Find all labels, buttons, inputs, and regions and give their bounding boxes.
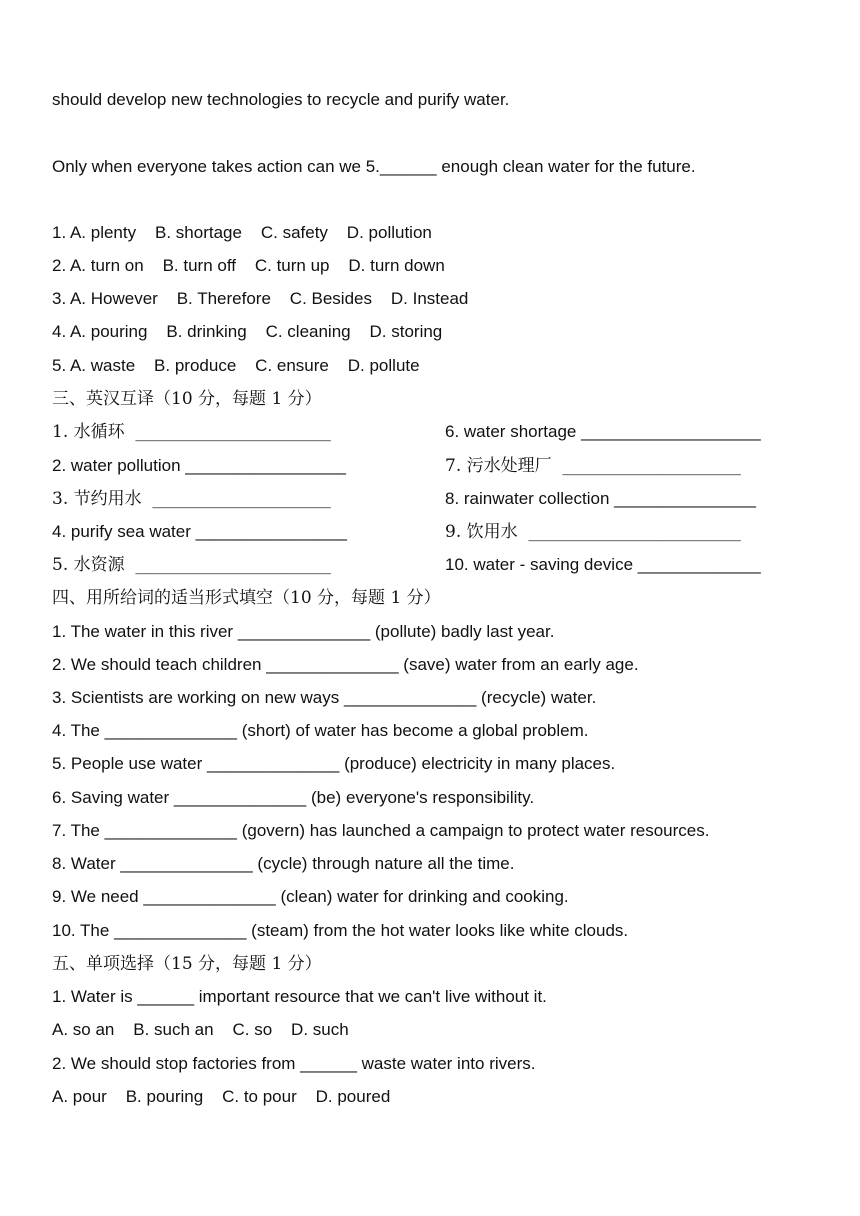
translation-item-7: 7. 污水处理厂 _____________________ bbox=[445, 456, 741, 476]
fill-item-5: 5. People use water ______________ (produce) electricity in many places. bbox=[52, 754, 616, 773]
intro-line: should develop new technologies to recycle and purify water. bbox=[52, 90, 510, 109]
section5-heading: 五、单项选择（15 分，每题 1 分） bbox=[52, 954, 322, 974]
cloze-option-3: 3. A. However B. Therefore C. Besides D. Instead bbox=[52, 289, 469, 308]
fill-item-4: 4. The ______________ (short) of water has become a global problem. bbox=[52, 721, 589, 740]
translation-item-9: 9. 饮用水 _________________________ bbox=[445, 522, 741, 542]
cloze-option-1: 1. A. plenty B. shortage C. safety D. pollution bbox=[52, 223, 432, 242]
fill-item-9: 9. We need ______________ (clean) water for drinking and cooking. bbox=[52, 887, 569, 906]
choice-options-1: A. so an B. such an C. so D. such bbox=[52, 1020, 349, 1039]
fill-item-8: 8. Water ______________ (cycle) through nature all the time. bbox=[52, 854, 515, 873]
fill-item-10: 10. The ______________ (steam) from the hot water looks like white clouds. bbox=[52, 921, 629, 940]
translation-item-3: 3. 节约用水 _____________________ bbox=[52, 489, 331, 509]
translation-item-2: 2. water pollution _________________ bbox=[52, 456, 346, 475]
section3-heading: 三、英汉互译（10 分，每题 1 分） bbox=[52, 389, 322, 409]
fill-item-2: 2. We should teach children ______________ (save) water from an early age. bbox=[52, 655, 639, 674]
translation-item-10: 10. water - saving device _____________ bbox=[445, 555, 761, 574]
choice-question-1: 1. Water is ______ important resource that we can't live without it. bbox=[52, 987, 547, 1006]
translation-item-5: 5. 水资源 _______________________ bbox=[52, 555, 331, 575]
closing-line: Only when everyone takes action can we 5.______ enough clean water for the future. bbox=[52, 157, 696, 176]
translation-item-8: 8. rainwater collection _______________ bbox=[445, 489, 756, 508]
fill-item-1: 1. The water in this river ______________ (pollute) badly last year. bbox=[52, 622, 555, 641]
translation-item-6: 6. water shortage ___________________ bbox=[445, 422, 761, 441]
cloze-option-4: 4. A. pouring B. drinking C. cleaning D. storing bbox=[52, 322, 443, 341]
fill-item-7: 7. The ______________ (govern) has launched a campaign to protect water resources. bbox=[52, 821, 710, 840]
translation-item-4: 4. purify sea water ________________ bbox=[52, 522, 347, 541]
translation-item-1: 1. 水循环 _______________________ bbox=[52, 422, 331, 442]
choice-options-2: A. pour B. pouring C. to pour D. poured bbox=[52, 1087, 391, 1106]
choice-question-2: 2. We should stop factories from ______ waste water into rivers. bbox=[52, 1054, 536, 1073]
fill-item-6: 6. Saving water ______________ (be) everyone's responsibility. bbox=[52, 788, 535, 807]
fill-item-3: 3. Scientists are working on new ways ______________ (recycle) water. bbox=[52, 688, 597, 707]
cloze-option-2: 2. A. turn on B. turn off C. turn up D. turn down bbox=[52, 256, 445, 275]
cloze-option-5: 5. A. waste B. produce C. ensure D. pollute bbox=[52, 356, 420, 375]
section4-heading: 四、用所给词的适当形式填空（10 分，每题 1 分） bbox=[52, 588, 441, 608]
